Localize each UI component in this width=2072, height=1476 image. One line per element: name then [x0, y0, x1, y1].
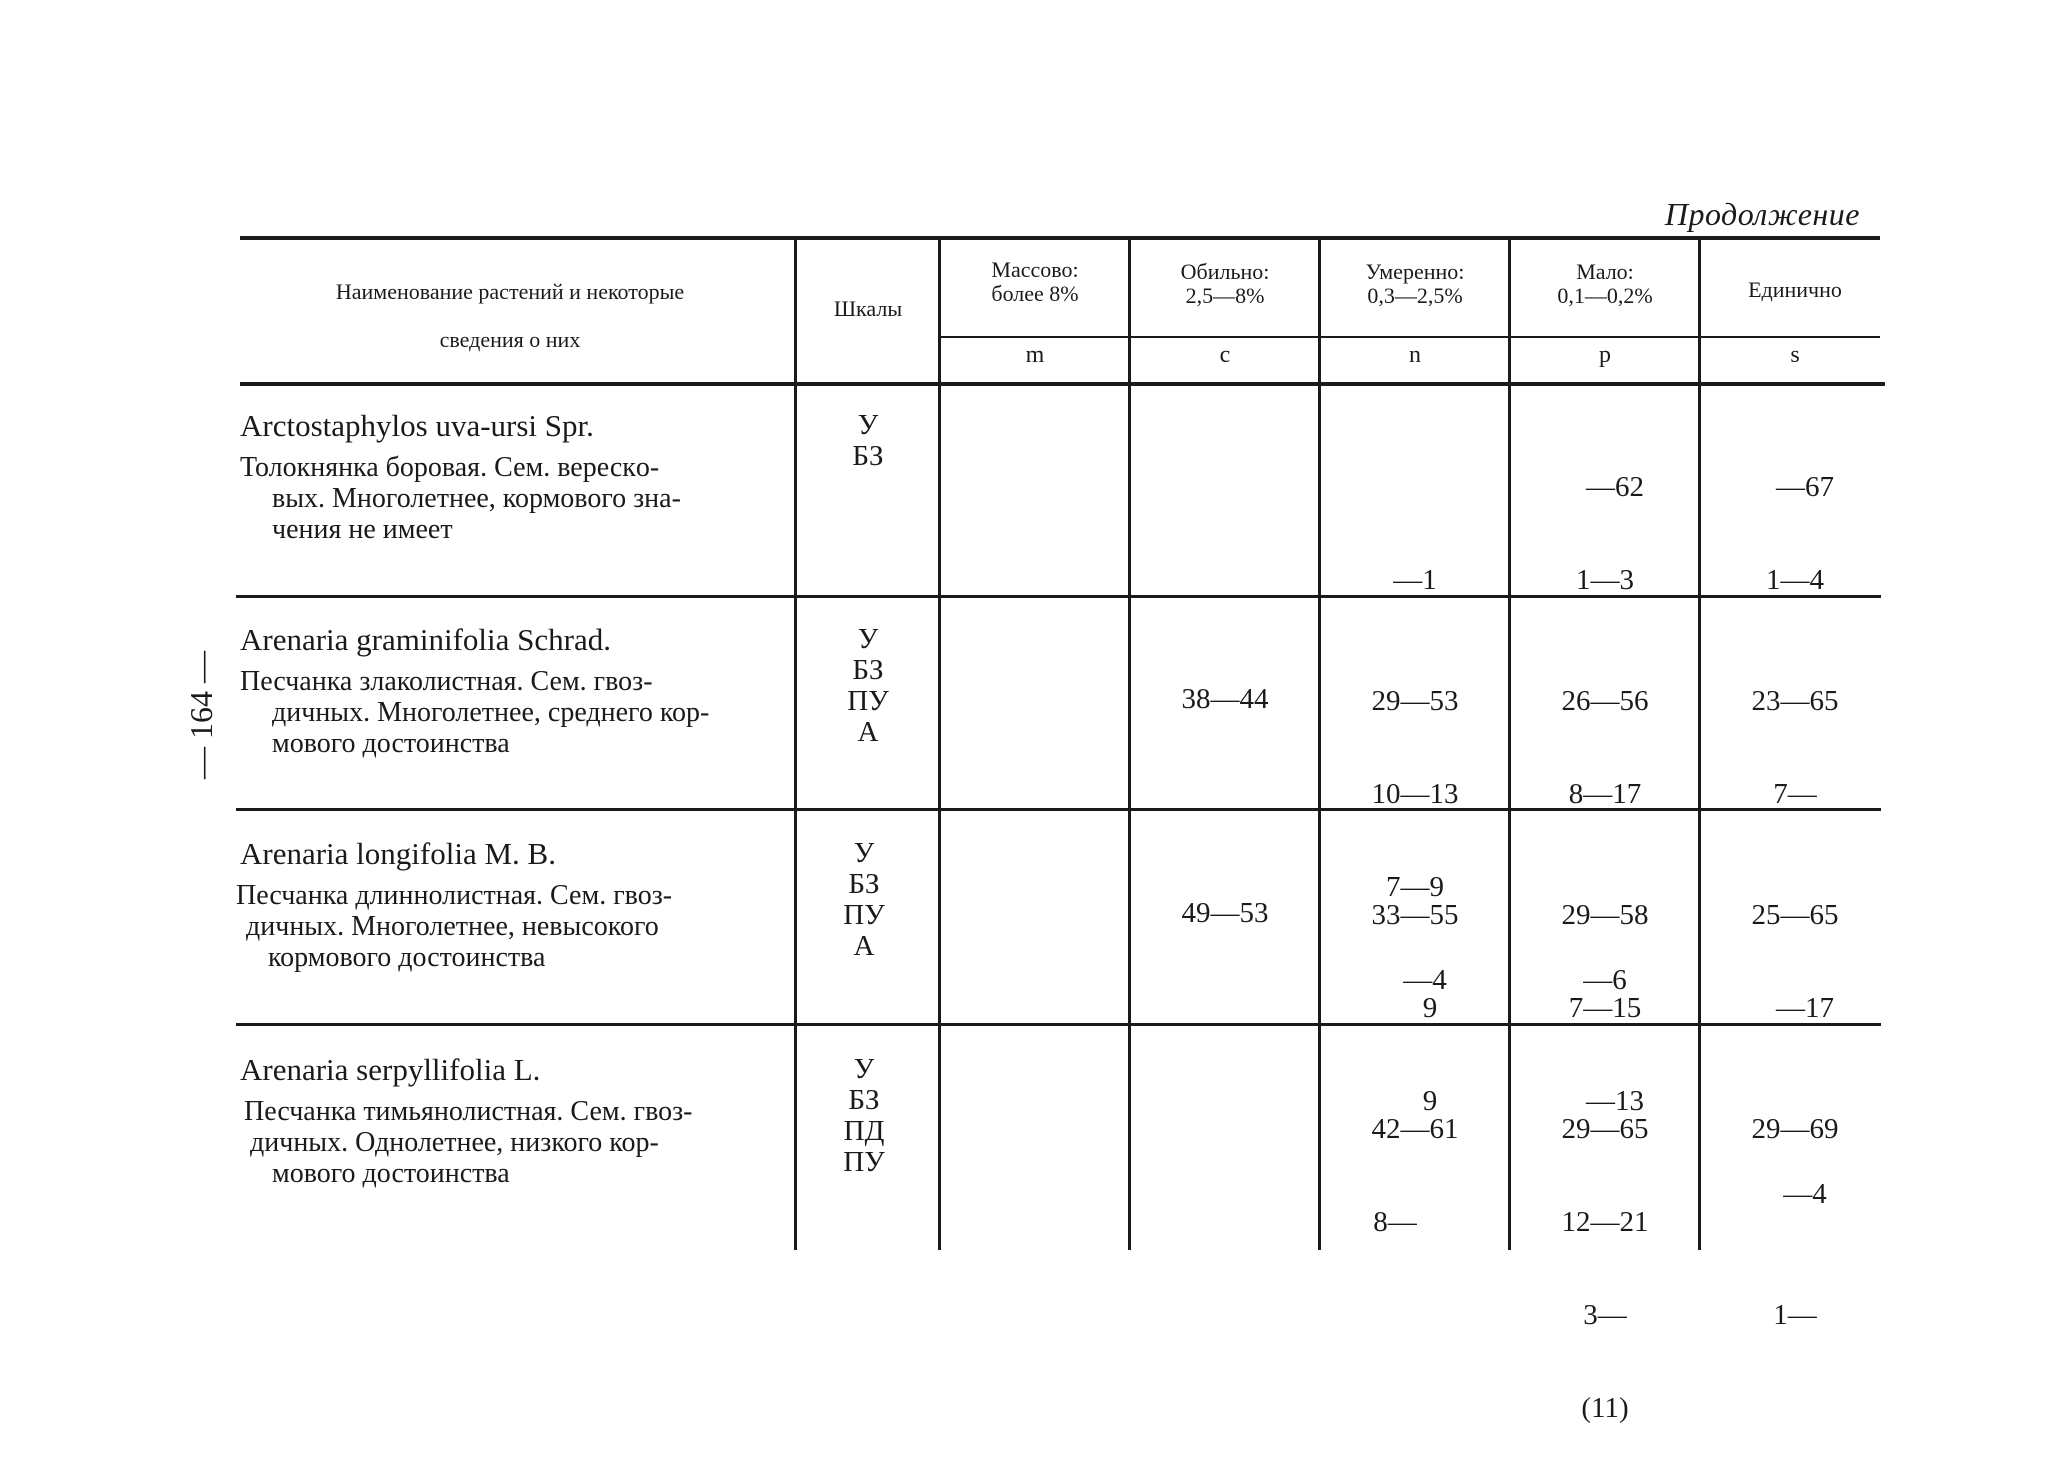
scale-code: БЗ: [852, 440, 884, 472]
cell-value: 12—21: [1561, 1206, 1649, 1238]
header-umerenno-line-2: 0,3—2,5%: [1367, 283, 1463, 308]
scale-code: БЗ: [852, 654, 884, 686]
scale-code: У: [857, 409, 879, 441]
cell-value: 29—58: [1561, 899, 1649, 931]
header-malo: [1512, 260, 1698, 308]
plant-description: [240, 666, 790, 759]
desc-line: кормового достоинства: [268, 942, 546, 973]
desc-line: дичных. Многолетнее, невысокого: [246, 911, 659, 942]
table-row: [236, 836, 790, 973]
cell-value: 9: [1422, 1085, 1438, 1117]
cell-value: 49—53: [1181, 897, 1269, 929]
cell-value: 42—61: [1371, 1113, 1459, 1145]
cell-value: 9: [1422, 992, 1438, 1024]
scale-code: А: [857, 716, 879, 748]
cell-value: —17: [1776, 992, 1834, 1024]
header-name: [240, 268, 780, 364]
cell-value: —62: [1586, 471, 1644, 503]
cell-value: —67: [1776, 471, 1834, 503]
cell-value: 8—17: [1568, 778, 1642, 810]
header-malo-line-2: 0,1—0,2%: [1557, 283, 1653, 308]
cell-value: —13: [1586, 1085, 1644, 1117]
cell-value: 1—4: [1766, 564, 1824, 596]
header-sub-rule: [940, 336, 1880, 338]
header-bottom-rule: [240, 382, 1885, 386]
scale-code: ПУ: [843, 1146, 885, 1178]
col-rule-4: [1318, 240, 1321, 1250]
col-rule-2: [938, 240, 941, 1250]
cell-value: 25—65: [1751, 899, 1839, 931]
cell-value: [1702, 1207, 1888, 1238]
subheader-s: s: [1790, 342, 1800, 368]
cell-value: 7—9: [1386, 871, 1444, 903]
desc-line: дичных. Однолетнее, низкого кор-: [250, 1127, 659, 1158]
scales-cell: [798, 624, 938, 748]
cell-value: 23—65: [1751, 685, 1839, 717]
header-massovo-line-2: более 8%: [991, 281, 1079, 306]
desc-line: чения не имеет: [272, 514, 453, 545]
cell-value: 1—: [1773, 1299, 1817, 1331]
scale-code: ПУ: [847, 685, 889, 717]
plant-description: [240, 1096, 790, 1189]
header-obilno-line-1: Обильно:: [1180, 259, 1270, 284]
table-top-rule: [240, 236, 1880, 240]
plant-description: [236, 880, 790, 973]
header-massovo-line-1: Массово:: [991, 257, 1079, 282]
header-edinichno: Единично: [1748, 277, 1842, 302]
cell-s: [1702, 410, 1888, 627]
cell-c: [1132, 622, 1318, 746]
cell-c: [1132, 836, 1318, 960]
scale-code: БЗ: [848, 868, 880, 900]
cell-p: [1512, 1052, 1698, 1455]
header-umerenno-line-1: Умеренно:: [1365, 259, 1465, 284]
cell-value: 29—65: [1561, 1113, 1649, 1145]
desc-line: вых. Многолетнее, кормового зна-: [272, 483, 681, 514]
continuation-label: Продолжение: [1664, 196, 1860, 232]
cell-value: 8—: [1373, 1206, 1417, 1238]
cell-value: 29—53: [1371, 685, 1459, 717]
page-number-text: — 164 —: [183, 651, 219, 779]
page-number: [176, 640, 226, 790]
plant-latin-name: Arctostaphylos uva-ursi Spr.: [240, 408, 594, 443]
cell-value: 29—69: [1751, 1113, 1839, 1145]
col-rule-6: [1698, 240, 1701, 1250]
plant-latin-name: Arenaria longifolia M. B.: [240, 836, 556, 871]
desc-line: Песчанка злаколистная. Сем. гвоз-: [240, 666, 653, 697]
desc-line: Песчанка длиннолистная. Сем. гвоз-: [236, 880, 673, 911]
table-row: [240, 622, 790, 759]
scale-code: У: [857, 623, 879, 655]
subheader-c: c: [1219, 342, 1231, 368]
cell-value: —1: [1393, 564, 1437, 596]
cell-value: 33—55: [1371, 899, 1459, 931]
cell-n: [1322, 410, 1508, 627]
cell-value: 7—: [1773, 778, 1817, 810]
plant-latin-name: Arenaria serpyllifolia L.: [240, 1052, 541, 1087]
col-rule-3: [1128, 240, 1131, 1250]
subheader-p: p: [1599, 342, 1611, 368]
desc-line: Песчанка тимьянолистная. Сем. гвоз-: [244, 1096, 693, 1127]
subheader-m: m: [1025, 342, 1045, 368]
header-massovo: [942, 258, 1128, 306]
scale-code: БЗ: [848, 1084, 880, 1116]
scale-code: ПУ: [843, 899, 885, 931]
header-name-line-1: Наименование растений и некоторые: [335, 279, 685, 304]
cell-value: 26—56: [1561, 685, 1649, 717]
scales-cell: [798, 410, 938, 472]
header-obilno: [1132, 260, 1318, 308]
scale-code: А: [853, 930, 875, 962]
cell-value: 3—: [1583, 1299, 1627, 1331]
subheader-n: n: [1409, 342, 1421, 368]
scales-cell: [794, 1054, 934, 1178]
header-umerenno: [1322, 260, 1508, 308]
cell-value: 38—44: [1181, 683, 1269, 715]
table-row: [240, 408, 790, 545]
scale-code: У: [853, 1053, 875, 1085]
cell-s: [1702, 1052, 1888, 1362]
cell-value: —4: [1783, 1178, 1827, 1210]
desc-line: Толокнянка боровая. Сем. верескo-: [240, 452, 660, 483]
header-obilno-line-2: 2,5—8%: [1185, 283, 1265, 308]
header-name-line-2: сведения о них: [439, 327, 581, 352]
header-scales: Шкалы: [833, 296, 903, 321]
desc-line: мового достоинства: [272, 728, 510, 759]
cell-value: 1—3: [1576, 564, 1634, 596]
cell-n: [1322, 1052, 1508, 1269]
desc-line: дичных. Многолетнее, среднего кор-: [272, 697, 710, 728]
scales-cell: [794, 838, 934, 962]
cell-value: 10—13: [1371, 778, 1459, 810]
cell-value: —6: [1583, 964, 1627, 996]
table-row: [240, 1052, 790, 1189]
cell-value: —4: [1403, 964, 1447, 996]
plant-description: [240, 452, 790, 545]
header-malo-line-1: Мало:: [1576, 259, 1634, 284]
scale-code: У: [853, 837, 875, 869]
cell-p: [1512, 410, 1698, 627]
cell-value: (11): [1581, 1392, 1629, 1424]
cell-value: [1322, 472, 1508, 503]
col-rule-5: [1508, 240, 1511, 1250]
desc-line: мового достоинства: [272, 1158, 510, 1189]
scale-code: ПД: [843, 1115, 885, 1147]
cell-value: 7—15: [1568, 992, 1642, 1024]
cell-s: [1702, 624, 1888, 841]
plant-latin-name: Arenaria graminifolia Schrad.: [240, 622, 611, 657]
